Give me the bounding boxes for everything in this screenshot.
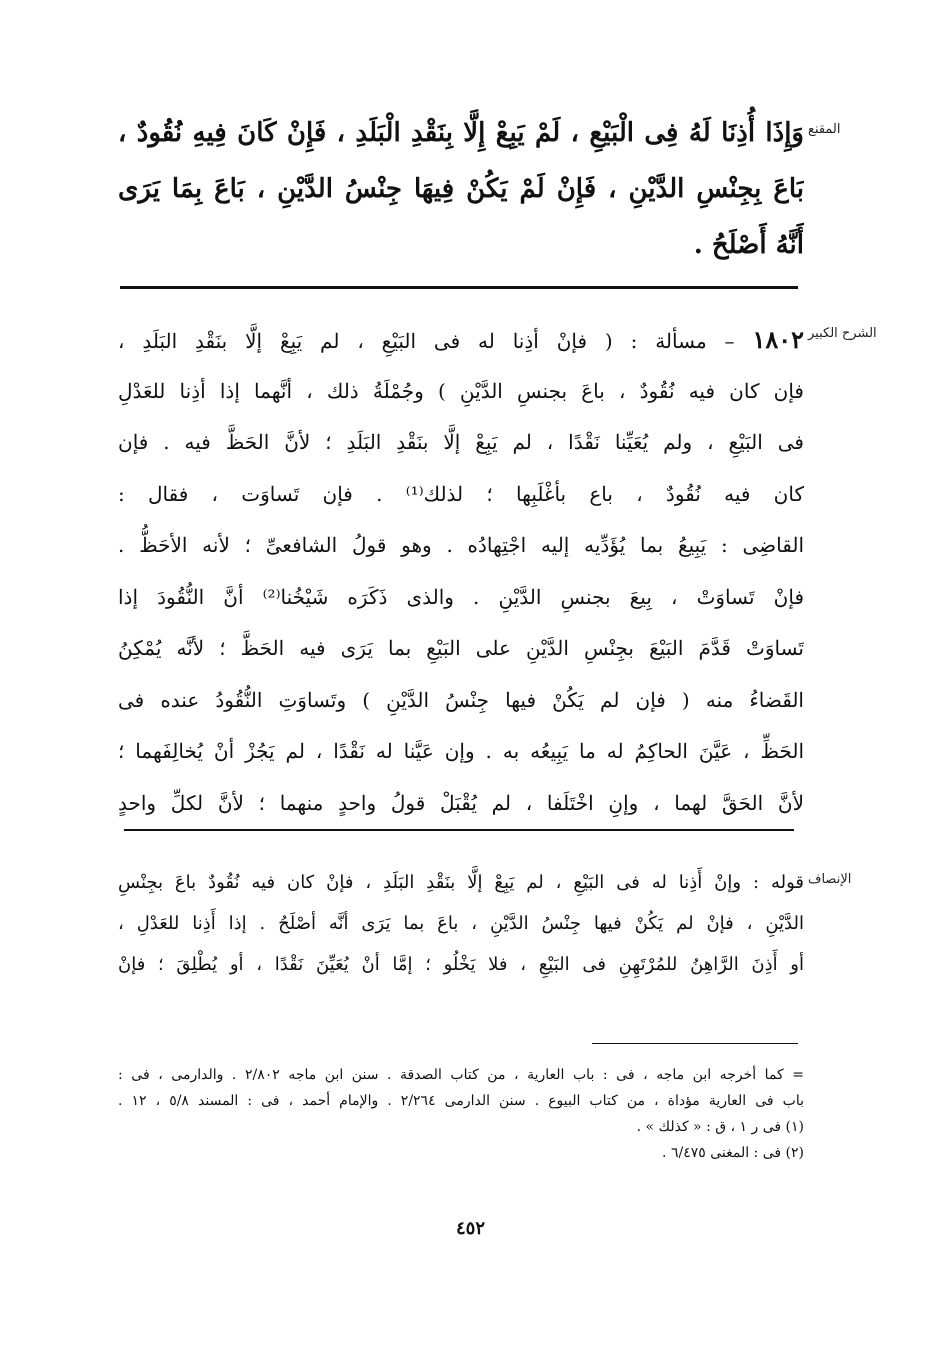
muqni-label: المقنع (808, 122, 841, 137)
sharh-line-first (118, 314, 804, 366)
muqni-line: وَإِذَا أُذِنَا لَهُ فِى الْبَيْعِ ، لَمْ يَبِعْ إِلَّا بِنَقْدِ الْبَلَدِ ، فَإِنْ كَانَ فِيهِ نُقُودٌ ، (118, 118, 804, 148)
muqni-line: أَنَّهُ أَصْلَحُ . (693, 230, 804, 260)
footnote-line: = كما أخرجه ابن ماجه ، فى : باب العارية ، من كتاب الصدقة . سنن ابن ماجه ٢/٨٠٢ . والدارمى ، فى : (118, 1067, 804, 1083)
sharh-line: فإنْ تَساوَتْ ، بِيعَ بجنسِ الدَّيْنِ . والذى ذَكَرَه شَيْخُنا⁽²⁾ أنَّ النُّقُودَ إذا (118, 584, 804, 609)
muqni-line: بَاعَ بِجِنْسِ الدَّيْنِ ، فَإِنْ لَمْ يَكُنْ فِيهَا جِنْسُ الدَّيْنِ ، بَاعَ بِمَا يَرَى (118, 174, 804, 204)
sharh-line: فإن كان فيه نُقُودٌ ، باعَ بجنسِ الدَّيْنِ ) وجُمْلَةُ ذلك ، أنَّهما إذا أذِنا للعَدْلِ (118, 378, 804, 403)
issue-number: ١٨٠٢ (752, 325, 804, 354)
insaf-line: الدَّيْنِ ، فإنْ لم يَكُنْ فيها جِنْسُ الدَّيْنِ ، باعَ بما يَرَى أنَّه أصْلَحُ . إذا أَذِنا للعَدْلِ ، (118, 913, 804, 934)
sharh-text (118, 314, 804, 829)
footnote-line: (٢) فى : المغنى ٦/٤٧٥ . (662, 1145, 804, 1161)
footnote-line: باب فى العارية مؤداة ، من كتاب البيوع . سنن الدارمى ٢/٢٦٤ . والإمام أحمد ، فى : المسند ٥/٨ ، ١٢ . (118, 1093, 804, 1109)
sharh-label: الشرح الكبير (808, 326, 877, 341)
sharh-line: تَساوَتْ قَدَّمَ البَيْعَ بجِنْسِ الدَّيْنِ على البَيْعِ بما يَرَى فيه الحَظَّ ؛ لأنَّه يُمْكِنُ (118, 636, 804, 660)
insaf-text (118, 862, 804, 985)
sharh-line: لأنَّ الحَقَّ لهما ، وإنِ اخْتَلَفا ، لم يُقْبَلْ قولُ واحدٍ منهما ؛ لأنَّ لكلِّ واحدٍ (118, 790, 804, 815)
muqni-text (118, 105, 804, 273)
sharh-line: الحَظِّ ، عَيَّنَ الحاكِمُ له ما يَبِيعُه به . وإن عَيَّنا له نَقْدًا ، لم يَجُزْ أنْ يُخالِفَهما ؛ (118, 739, 804, 763)
insaf-line: أو أَذِنَ الرَّاهِنُ للمُرْتَهِنِ فى البَيْعِ ، فلا يَخْلُو ؛ إمَّا أنْ يُعَيِّنَ نَقْدًا ، أو يُطْلِقَ ؛ فإنْ (118, 954, 804, 975)
footnote-line: (١) فى ر ١ ، ق : « كذلك » . (636, 1119, 804, 1135)
page-number: ٤٥٢ (455, 1218, 485, 1239)
footnotes (118, 1062, 804, 1166)
insaf-line: قوله : وإنْ أَذِنا له فى البَيْعِ ، لم يَبِعْ إلَّا بنَقْدِ البَلَدِ ، فإنْ كان فيه نُقُودٌ باعَ بجِنْسِ (118, 872, 804, 893)
sharh-line: كان فيه نُقُودٌ ، باع بأغْلَبِها ؛ لذلك⁽¹⁾ . فإن تَساوَت ، فقال : (118, 481, 804, 506)
sharh-first-line-text: – مسألة : ( فإنْ أذِنا له فى البَيْعِ ، لم يَبِعْ إلَّا بنَقْدِ البَلَدِ ، (118, 329, 735, 353)
sharh-line: فى البَيْعِ ، ولم يُعَيِّنا نَقْدًا ، لم يَبِعْ إلَّا بنَقْدِ البَلَدِ ؛ لأنَّ الحَظَّ فيه . فإن (118, 430, 804, 454)
section-divider (124, 829, 794, 831)
section-divider (120, 286, 798, 289)
sharh-line: القَضاءُ منه ( فإن لم يَكُنْ فيها جِنْسُ الدَّيْنِ ) وتَساوَتِ النُّقُودُ عنده فى (118, 687, 804, 712)
insaf-label: الإنصاف (808, 872, 852, 887)
footnote-divider (592, 1043, 798, 1044)
sharh-line: القاضِى : يَبِيعُ بما يُؤَدِّيه إليه اجْتِهادُه . وهو قولُ الشافعىِّ ؛ لأنه الأحَظُّ . (118, 533, 804, 557)
